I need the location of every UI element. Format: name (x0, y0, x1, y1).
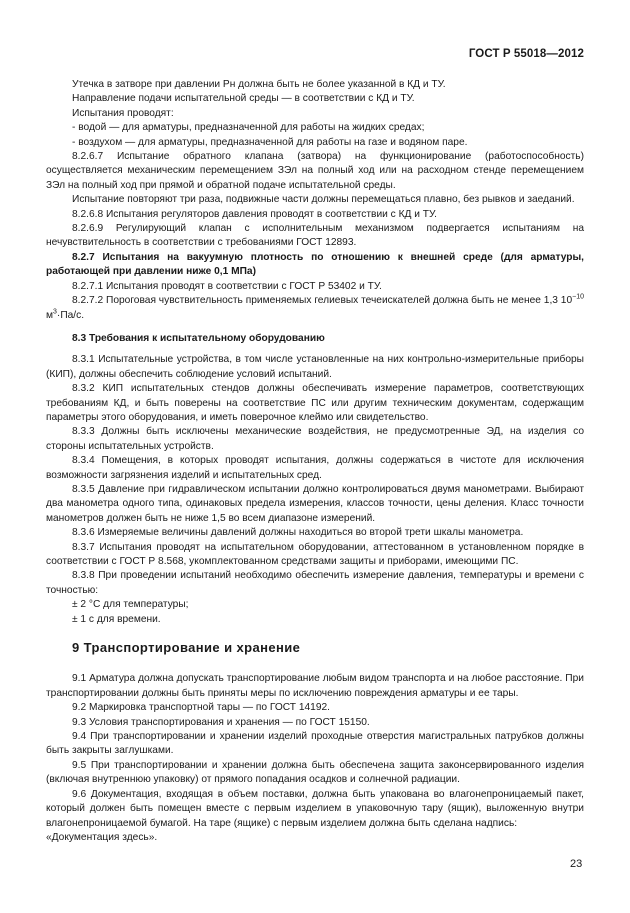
paragraph: 8.3.1 Испытательные устройства, в том числе установленные на них контрольно-измерительные приборы (КИП), должны обеспечить соблюдение условий испытаний. (46, 354, 584, 380)
paragraph: 8.3.6 Измеряемые величины давлений должны находиться во второй трети шкалы манометра. (72, 527, 524, 539)
paragraph: Испытание повторяют три раза, подвижные части должны перемещаться плавно, без рывков и заеданий. (72, 194, 575, 206)
section-heading: 8.3 Требования к испытательному оборудованию (72, 332, 325, 344)
paragraph: 9.5 При транспортировании и хранении должна быть обеспечена защита законсервированного изделия (включая внутреннюю упаковку) от прямого попадания осадков и солнечной радиации. (46, 759, 584, 786)
paragraph: 9.2 Маркировка транспортной тары — по ГОСТ 14192. (72, 702, 330, 714)
document-body (46, 78, 584, 845)
list-item: - воздухом — для арматуры, предназначенной для работы на газе и водяном паре. (72, 136, 468, 148)
paragraph: 8.3.3 Должны быть исключены механические воздействия, не предусмотренные ЭД, на изделия со стороны испытательных устройств. (46, 426, 584, 452)
page-number: 23 (570, 858, 583, 870)
paragraph: «Документация здесь». (46, 831, 158, 843)
paragraph (46, 294, 584, 323)
paragraph: 9.3 Условия транспортирования и хранения — по ГОСТ 15150. (72, 716, 370, 728)
paragraph: 8.3.8 При проведении испытаний необходимо обеспечить измерение давления, температуры и времени с точностью: (46, 570, 584, 596)
document-header: ГОСТ Р 55018—2012 (468, 48, 584, 60)
paragraph: 8.3.7 Испытания проводят на испытательном оборудовании, аттестованном в установленном порядке в соответствии с ГОСТ Р 8.568, укомплектованном средствами защиты и приборами, имеющими ПС. (46, 541, 584, 567)
paragraph: 9.1 Арматура должна допускать транспортирование любым видом транспорта и на любое расстояние. При транспортировании должны быть приняты меры по исключению повреждения арматуры и ее тары. (46, 673, 584, 699)
section-heading: 9 Транспортирование и хранение (72, 640, 301, 656)
paragraph-text: 8.2.7.2 Пороговая чувствительность применяемых гелиевых течеискателей должна быть не менее (72, 295, 541, 307)
paragraph: 9.4 При транспортировании и хранении изделий проходные отверстия магистральных патрубков должны быть закрыты заглушками. (46, 731, 584, 757)
paragraph: Утечка в затворе при давлении Pн должна быть не более указанной в КД и ТУ. (72, 79, 446, 90)
list-item: ± 1 с для времени. (72, 613, 161, 625)
list-item: ± 2 °С для температуры; (72, 599, 189, 611)
sensitivity-value: 1,3 $10^{-10}$ $м^3\cdot Па/с$. (46, 293, 584, 321)
subsection-heading: 8.2.7 Испытания на вакуумную плотность по отношению к внешней среде (для арматуры, работающей при давлении ниже 0,1 МПа) (46, 251, 584, 278)
list-item: - водой — для арматуры, предназначенной для работы на жидких средах; (72, 122, 425, 134)
paragraph: Испытания проводят: (72, 107, 174, 119)
paragraph: 8.2.7.1 Испытания проводят в соответствии с ГОСТ Р 53402 и ТУ. (72, 280, 382, 292)
paragraph: 8.3.2 КИП испытательных стендов должны обеспечивать измерение параметров, соответствующих требованиям КД, и быть поверены на соответствие ПС или другим техническим документам, содержащим параметры этого оборудования, и иметь поверочное клеймо или свидетельство. (46, 383, 584, 423)
paragraph: 8.3.4 Помещения, в которых проводят испытания, должны содержаться в чистоте для исключения возможности загрязнения изделий и испытательных сред. (46, 455, 584, 481)
paragraph: 8.2.6.7 Испытание обратного клапана (затвора) на функционирование (работоспособность) осуществляется механическим перемещением ЗЭл на полный ход или на расходном стенде перемещением ЗЭл на полный ход при прямой и обратной подаче испытательной среды. (46, 151, 584, 191)
paragraph: 8.2.6.9 Регулирующий клапан с исполнительным механизмом подвергается испытаниям на нечувствительность в соответствии с требованиями ГОСТ 12893. (46, 223, 584, 249)
paragraph: 8.2.6.8 Испытания регуляторов давления проводят в соответствии с КД и ТУ. (72, 208, 437, 220)
paragraph: Направление подачи испытательной среды — в соответствии с КД и ТУ. (72, 93, 415, 105)
paragraph: 8.3.5 Давление при гидравлическом испытании должно контролироваться двумя манометрами. Выбирают два манометра одного типа, одинаковых предела измерения, классов точности, цены деления. Класс точности манометров должен быть не ниже 1,5 во всем диапазоне измерений. (46, 483, 584, 524)
paragraph: 9.6 Документация, входящая в объем поставки, должна быть упакована во влагонепроницаемый пакет, который должен быть помещен вместе с первым изделием в упаковочную тару (ящик), выложенную внутри влагонепроницаемой бумагой. На таре (ящике) с первым изделием должна быть сделана надпись: (46, 788, 584, 829)
